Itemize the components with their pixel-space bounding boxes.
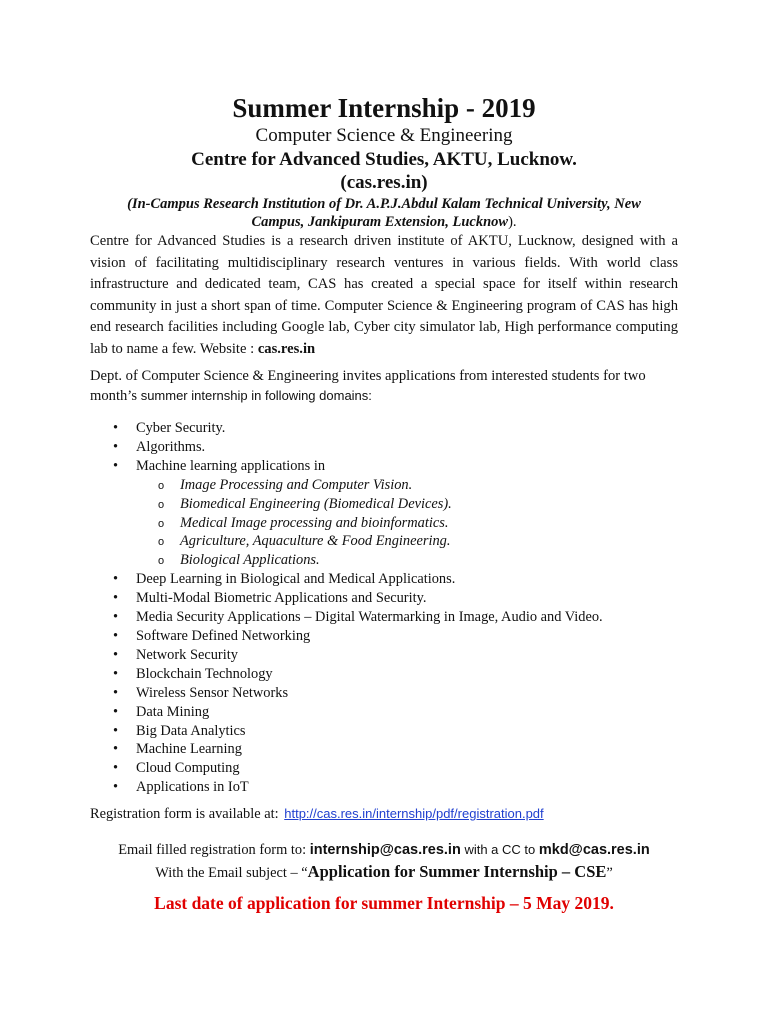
bullet-icon: •: [113, 590, 119, 607]
bullet-icon: •: [113, 760, 119, 777]
bullet-icon: •: [113, 609, 119, 626]
registration-label: Registration form is available at:: [90, 806, 283, 822]
invite-line-1: Dept. of Computer Science & Engineering invites applications from interested students for two: [90, 368, 646, 384]
list-item: • Media Security Applications – Digital Watermarking in Image, Audio and Video.: [113, 609, 603, 626]
bullet-icon: •: [113, 684, 119, 701]
circle-bullet-icon: o: [158, 479, 165, 492]
list-item: • Network Security: [113, 646, 238, 663]
subtitle-line-2: Campus, Jankipuram Extension, Lucknow: [251, 214, 509, 230]
email-instruction: [0, 842, 768, 859]
cc-email-address[interactable]: mkd@cas.res.in: [538, 842, 650, 858]
list-item: • Cyber Security.: [113, 420, 226, 436]
intro-paragraph: [90, 231, 678, 360]
bullet-icon: •: [113, 779, 119, 796]
domain-list: [90, 419, 690, 797]
bullet-icon: •: [113, 703, 119, 720]
list-item: • Machine Learning: [113, 741, 242, 758]
bullet-icon: •: [113, 571, 119, 588]
sub-list-item: o Image Processing and Computer Vision.: [90, 476, 690, 495]
list-item: • Wireless Sensor Networks: [113, 684, 289, 701]
cc-text: with a CC to: [460, 842, 539, 857]
page-title: Summer Internship - 2019: [232, 93, 536, 123]
circle-bullet-icon: o: [158, 555, 165, 568]
registration-line: [90, 806, 544, 823]
subtitle-line-1: (In-Campus Research Institution of Dr. A.P.J.Abdul Kalam Technical University, New: [127, 196, 641, 212]
sub-list-item: o Biomedical Engineering (Biomedical Devices).: [90, 495, 690, 514]
circle-bullet-icon: o: [158, 517, 165, 530]
invite-line-2-sans: summer internship in following domains:: [140, 388, 372, 403]
ml-application-list: [90, 476, 690, 571]
subject-suffix: ”: [606, 865, 613, 881]
list-item: • Data Mining: [113, 703, 210, 720]
centre-heading: Centre for Advanced Studies, AKTU, Lucknow.: [191, 149, 577, 170]
bullet-icon: •: [113, 420, 119, 436]
bullet-icon: •: [113, 722, 119, 739]
list-item: • Blockchain Technology: [113, 665, 273, 682]
website-heading: (cas.res.in): [340, 172, 428, 193]
subject-prefix: With the Email subject – “: [155, 865, 308, 881]
registration-form-link[interactable]: http://cas.res.in/internship/pdf/registration.pdf: [284, 806, 544, 821]
list-item: • Software Defined Networking: [113, 627, 311, 644]
bullet-icon: •: [113, 438, 119, 455]
institution-subtitle: [98, 195, 670, 231]
application-deadline: Last date of application for summer Internship – 5 May 2019.: [154, 893, 614, 913]
email-subject-text: Application for Summer Internship – CSE: [307, 862, 607, 881]
bullet-icon: •: [113, 665, 119, 682]
department-heading: Computer Science & Engineering: [255, 125, 513, 146]
bullet-icon: •: [113, 627, 119, 644]
list-item: • Deep Learning in Biological and Medical Applications.: [113, 571, 456, 588]
bullet-icon: •: [113, 646, 119, 663]
intro-website: cas.res.in: [257, 340, 316, 357]
email-prefix: Email filled registration form to:: [118, 842, 310, 858]
intro-text: Centre for Advanced Studies is a research driven institute of AKTU, Lucknow, designed with a vision of facilitating multidisciplinary research ventures in various fields. With world class infrastructure and dedicated team, CAS has created a special space for itself within research community in just a short span of time. Computer Science & Engineering program of CAS has high end research facilities including Google lab, Cyber city simulator lab, High performance computing lab to name a few. Website :: [90, 233, 678, 357]
bullet-icon: •: [113, 457, 119, 474]
list-item: • Multi-Modal Biometric Applications and Security.: [113, 590, 427, 607]
invite-line-2-prefix: month’s: [90, 388, 141, 404]
invite-paragraph: [90, 366, 690, 406]
list-item: • Big Data Analytics: [113, 722, 246, 739]
bullet-icon: •: [113, 741, 119, 758]
sub-list-container: [90, 476, 690, 571]
circle-bullet-icon: o: [158, 536, 165, 549]
email-subject-instruction: [0, 862, 768, 882]
subtitle-close: ).: [508, 214, 517, 230]
sub-list-item: o Biological Applications.: [90, 551, 690, 570]
sub-list-item: o Agriculture, Aquaculture & Food Engineering.: [90, 532, 690, 551]
circle-bullet-icon: o: [158, 498, 165, 511]
list-item: • Cloud Computing: [113, 760, 240, 777]
internship-email-address[interactable]: internship@cas.res.in: [309, 842, 461, 858]
list-item: • Algorithms.: [113, 438, 206, 455]
list-item: • Machine learning applications in: [113, 457, 326, 474]
list-item: • Applications in IoT: [113, 779, 249, 796]
sub-list-item: o Medical Image processing and bioinformatics.: [90, 514, 690, 533]
